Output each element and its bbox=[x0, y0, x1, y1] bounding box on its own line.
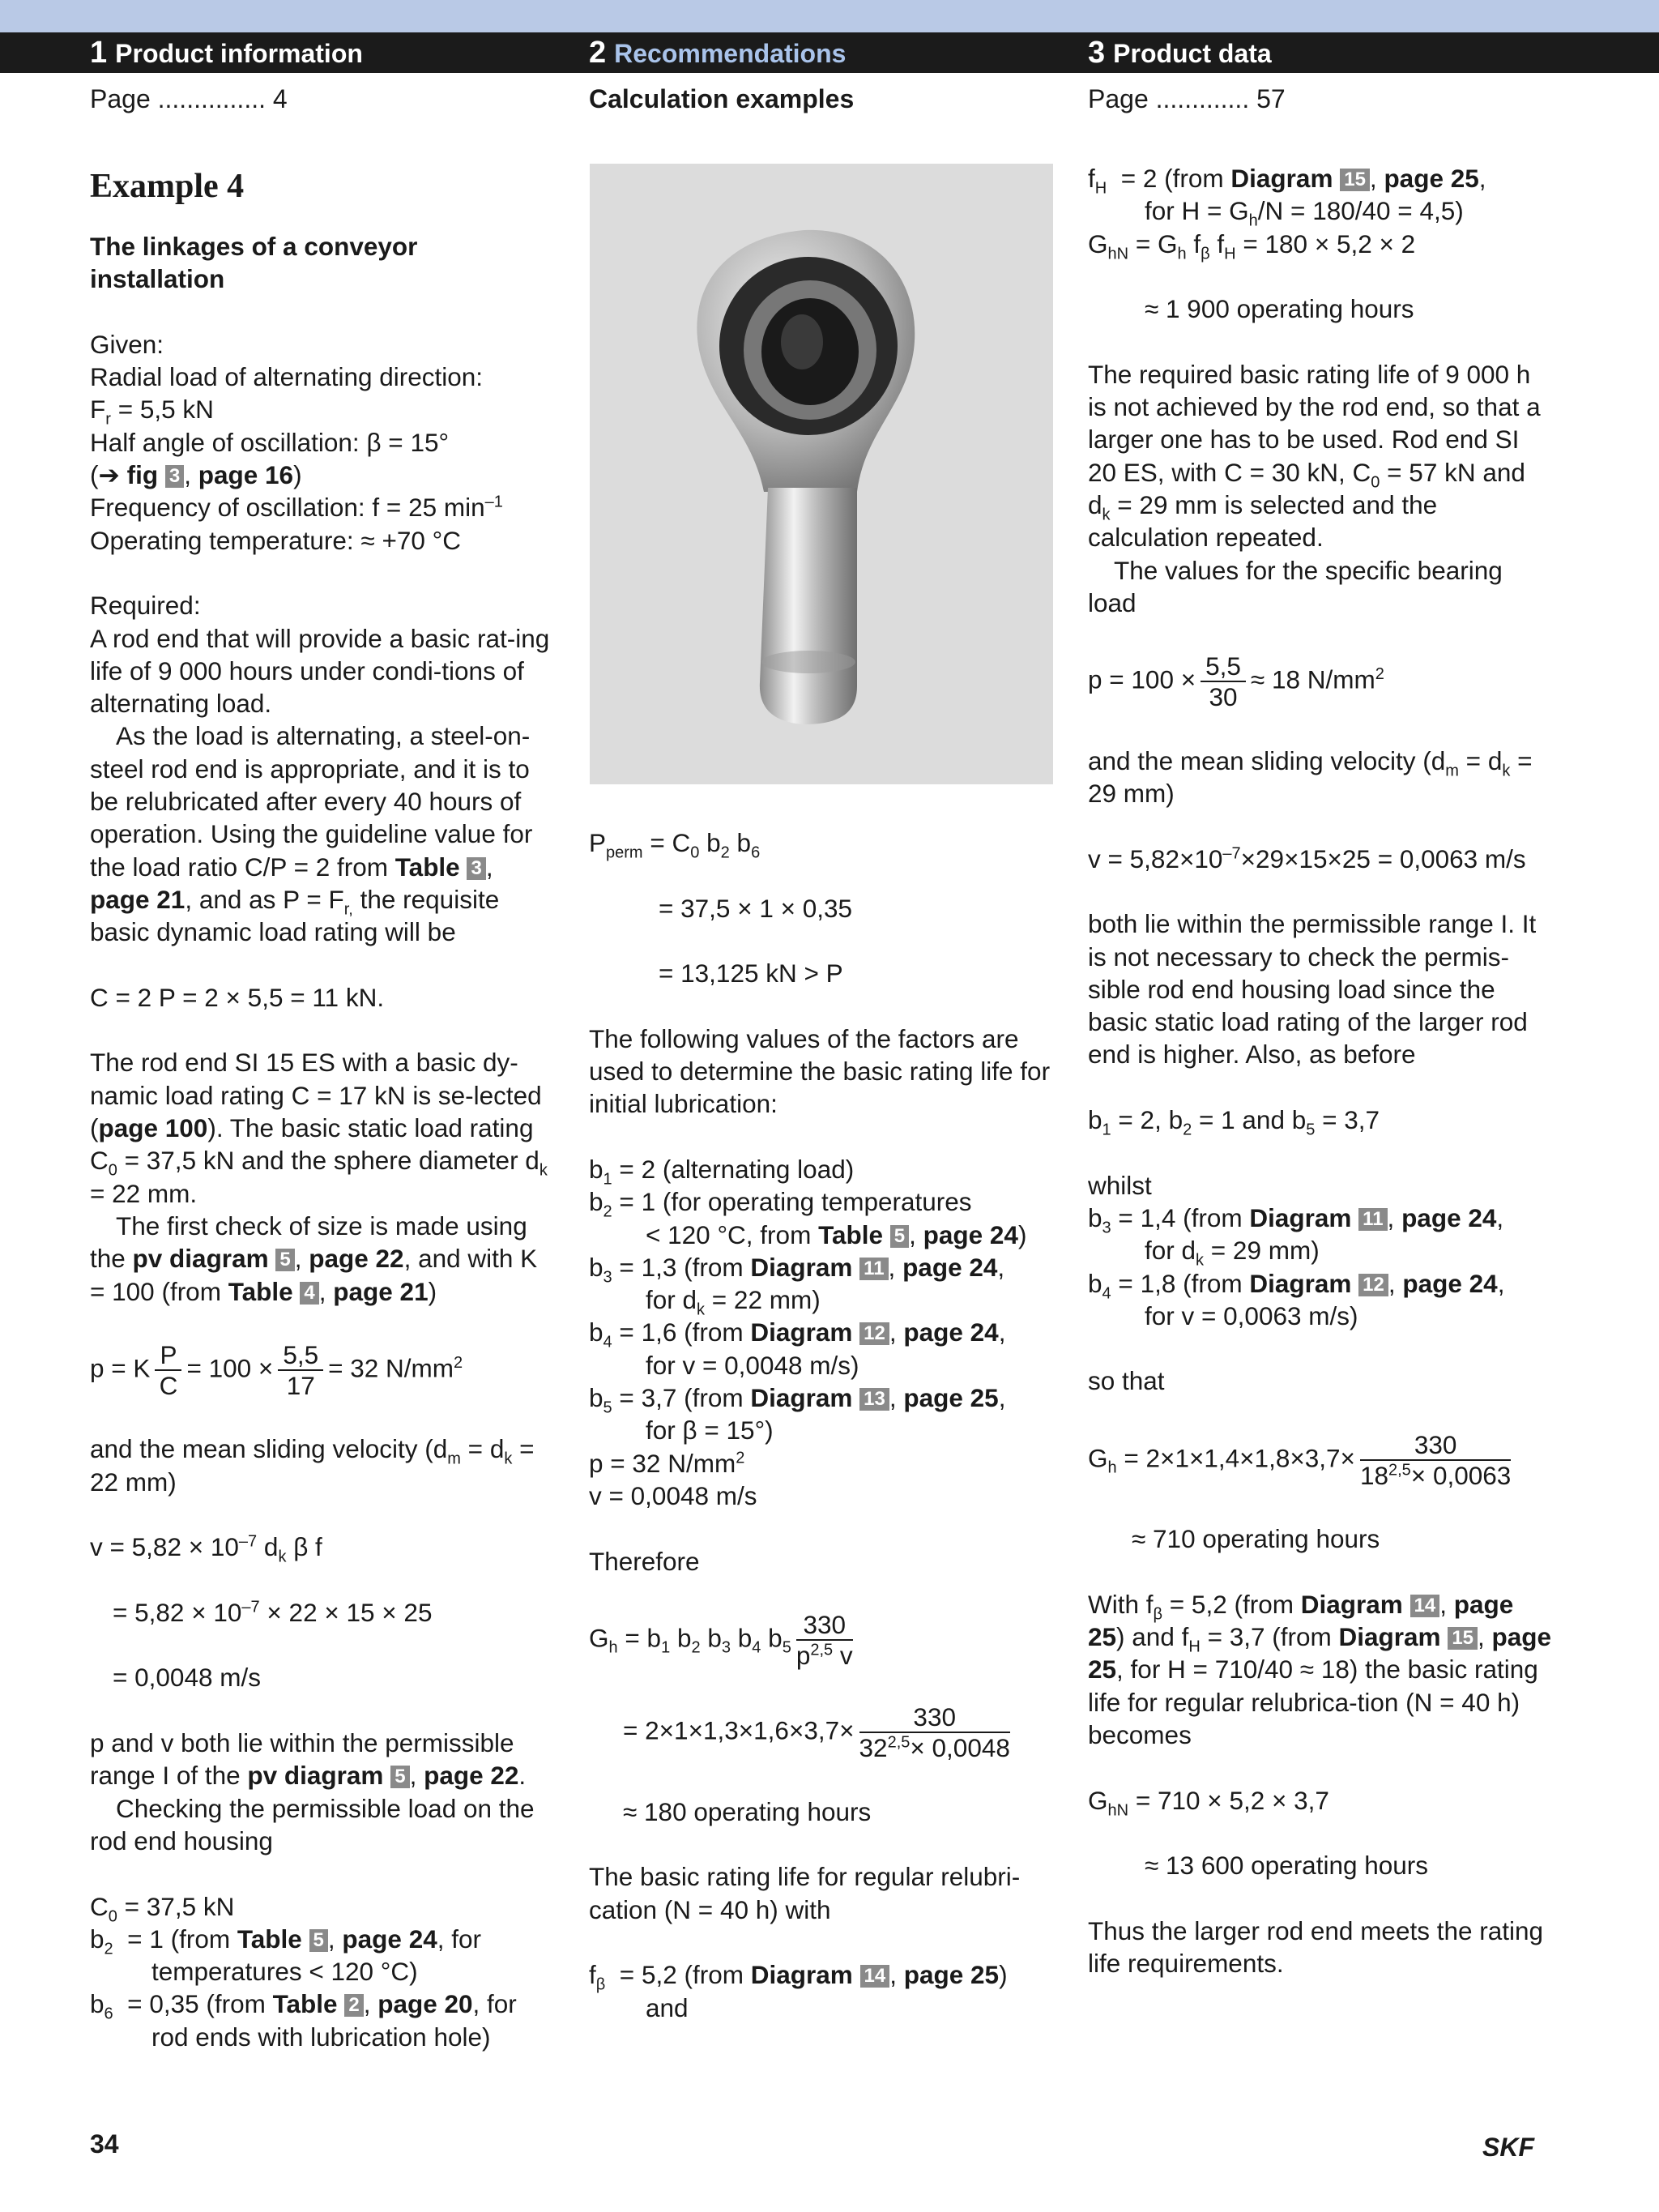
ghn-result-right: ≈ 13 600 operating hours bbox=[1145, 1851, 1429, 1881]
b2-line: $b_2 = 1$ (for operating temperatures bbox=[589, 1187, 972, 1221]
page-ref-left[interactable]: Page ............... 4 bbox=[90, 84, 288, 113]
fbeta-and: and bbox=[646, 1992, 689, 2022]
paragraph-larger-rod-end: The required basic rating life of 9 000 h is not achieved by the rod end, so that a larger one has to be used. Rod end SI 20 ES, with C = 30 kN, $C_0 = 57$ kN and $d_k = 29$ mm is selected and the calculation repeated. bbox=[1088, 359, 1541, 553]
gh-result: ≈ 180 operating hours bbox=[623, 1796, 872, 1826]
fig-number-badge: 3 bbox=[165, 465, 184, 488]
given-temperature: Operating temperature: ≈ +70 °C bbox=[90, 525, 461, 555]
b5-line: $b_5 = 3,7$ (from Diagram 13 , page 25, bbox=[589, 1383, 1006, 1417]
svg-text:SKF: SKF bbox=[1482, 2133, 1534, 2162]
required-title: Required: bbox=[90, 591, 201, 621]
paragraph-regular-relubrication: With $f_\beta = 5,2$ (from Diagram 14 , page 25) and $f_H = 3,7$ (from Diagram 15 , page 25, for H = 710/40 ≈ 18) the basic rating life for regular relubrica-tion (N = 40 h) becomes bbox=[1088, 1589, 1552, 1750]
rod-end-photo bbox=[590, 164, 1053, 784]
b3-line-right: $b_3 = 1,4$ (from Diagram 11 , page 24, bbox=[1088, 1202, 1504, 1237]
mean-sliding-velocity-right: and the mean sliding velocity ($d_m = d_k = 29$ mm) bbox=[1088, 745, 1533, 809]
given-title: Given: bbox=[90, 329, 164, 359]
gh-formula: $G_h = b_1$ $b_2$ $b_3$ $b_4$ $b_5$ $\frac{330}{p^{2,5} v}$ bbox=[589, 1610, 853, 1671]
p-equation-right: p = 100 × $\frac{5,5}{30}$ ≈ 18 $N/mm^2$ bbox=[1088, 651, 1384, 712]
c-equation: C = 2 P = 2 × 5,5 = 11 kN. bbox=[90, 982, 385, 1012]
paragraph-factors-intro: The following values of the factors are used to determine the basic rating life for initial lubrication: bbox=[589, 1023, 1051, 1119]
b-values-line: $b_1 = 2$, $b_2 = 1$ and $b_5 = 3,7$ bbox=[1088, 1105, 1380, 1139]
page-ref-right[interactable]: Page ............. 57 bbox=[1088, 84, 1286, 113]
fh-line: $f_H = 2$ (from Diagram 15 , page 25, bbox=[1088, 164, 1486, 198]
gh-calculation-right: $G_h = 2\times 1\times 1,4\times 1,8\times 3,7\times$ $\frac{330}{18^{2,5}\times 0,0063}$ bbox=[1088, 1429, 1512, 1490]
v-equation-right: $v = 5,82\times 10^{-7}\times 29\times 15\times 25 = 0,0063$ m/s bbox=[1088, 843, 1526, 873]
paragraph-permissible-range: both lie within the permissible range I. It is not necessary to check the permis-sible rod end housing load since the basic static load rating of the larger rod end is higher. Also, as before bbox=[1088, 909, 1537, 1070]
given-half-angle: Half angle of oscillation: β = 15° bbox=[90, 427, 450, 457]
therefore-label: Therefore bbox=[589, 1546, 700, 1576]
b4-line-cont: for v = 0,0048 m/s) bbox=[646, 1350, 859, 1380]
b6-line: $b_6 = 0,35$ (from Table 2 , page 20, for rod ends with lubrication hole) bbox=[90, 1989, 517, 2052]
b1-line: $b_1 = 2$ (alternating load) bbox=[589, 1154, 855, 1189]
pperm-equation-2: = 37,5 × 1 × 0,35 bbox=[659, 893, 853, 923]
fh-line-cont: for $H = G_h/N = 180/40 = 4,5$) bbox=[1145, 196, 1464, 230]
top-color-band bbox=[0, 0, 1659, 32]
left-column bbox=[90, 162, 556, 2053]
middle-column bbox=[589, 826, 1055, 2024]
example-heading: Example 4 bbox=[90, 168, 245, 205]
page-number: 34 bbox=[90, 2129, 119, 2159]
b2-line: $b_2 = 1$ (from Table 5 , page 24, for temperatures < 120 °C) bbox=[90, 1924, 481, 1987]
given-radial-load: Radial load of alternating direction: bbox=[90, 362, 484, 392]
v-equation-2: = $5,82 \times 10^{-7} \times 22 \times 15 \times 25$ bbox=[113, 1597, 433, 1627]
section-nav-bar bbox=[0, 32, 1659, 73]
section-title: Calculation examples bbox=[589, 84, 855, 113]
ghn-equation-right: $G_{hN} = 710 \times 5,2 \times 3,7$ bbox=[1088, 1785, 1329, 1819]
b4-line-right: $b_4 = 1,8$ (from Diagram 12 , page 24, bbox=[1088, 1268, 1505, 1302]
mean-sliding-velocity-text: and the mean sliding velocity ($d_m = d_k = 22$ mm) bbox=[90, 1434, 535, 1497]
v-equation-1: $v = 5,82 \times 10^{-7}$ $d_k$ β f bbox=[90, 1532, 322, 1566]
ghn-result: ≈ 1 900 operating hours bbox=[1145, 294, 1414, 324]
pperm-equation-3: = 13,125 kN > P bbox=[659, 959, 843, 989]
paragraph-housing-check: Checking the permissible load on the rod end housing bbox=[90, 1793, 535, 1855]
paragraph-relubrication: The basic rating life for regular relubri-cation (N = 40 h) with bbox=[589, 1862, 1021, 1924]
given-fr: $F_r = 5,5$ kN bbox=[90, 395, 214, 429]
pperm-equation: $P_{perm} = C_0$ $b_2$ $b_6$ bbox=[589, 828, 761, 862]
fig-reference: (➔ fig 3 , page 16) bbox=[90, 460, 302, 490]
b3-line-right-cont: for $d_k = 29$ mm) bbox=[1145, 1236, 1320, 1270]
p-equation: p = K $\frac{P}{C}$ = 100 × $\frac{5,5}{17}$ = 32 $N/mm^2$ bbox=[90, 1340, 463, 1401]
p-value-line: p = 32 $N/mm^2$ bbox=[589, 1448, 745, 1478]
b4-line-right-cont: for v = 0,0063 m/s) bbox=[1145, 1300, 1358, 1330]
nav-product-information[interactable]: 1 Product information bbox=[90, 36, 363, 70]
ghn-line: $G_{hN} = G_h$ $f_\beta$ $f_H = 180 \times 5,2 \times 2$ bbox=[1088, 228, 1416, 263]
gh-calculation: = 2×1×1,3×1,6×3,7× $\frac{330}{32^{2,5}\times 0,0048}$ bbox=[623, 1702, 1010, 1763]
gh-result-right: ≈ 710 operating hours bbox=[1132, 1524, 1380, 1554]
paragraph-pv-result: p and v both lie within the permissible range I of the pv diagram 5 , page 22. bbox=[90, 1728, 527, 1791]
b4-line: $b_4 = 1,6$ (from Diagram 12 , page 24, bbox=[589, 1317, 1006, 1352]
conclusion-text: Thus the larger rod end meets the rating life requirements. bbox=[1088, 1915, 1544, 1979]
whilst-label: whilst bbox=[1088, 1170, 1152, 1200]
example-subheading: The linkages of a conveyor installation bbox=[90, 232, 418, 294]
b5-line-cont: for β = 15°) bbox=[646, 1416, 774, 1445]
fbeta-line: $f_\beta = 5,2$ (from Diagram 14 , page 25) bbox=[589, 1960, 1008, 1994]
skf-logo bbox=[1468, 2131, 1549, 2163]
v-equation-3: = 0,0048 m/s bbox=[113, 1663, 261, 1693]
b2-line-cont: < 120 °C, from Table 5 , page 24) bbox=[646, 1219, 1027, 1249]
nav-product-data[interactable]: 3 Product data bbox=[1088, 36, 1272, 70]
b3-line-cont: for $d_k = 22$ mm) bbox=[646, 1285, 821, 1319]
c0-line: $C_0 = 37,5$ kN bbox=[90, 1891, 235, 1925]
v-value-line: v = 0,0048 m/s bbox=[589, 1480, 757, 1510]
so-that-label: so that bbox=[1088, 1366, 1165, 1396]
paragraph-rod-end-selection: The rod end SI 15 ES with a basic dy-namic load rating C = 17 kN is se-lected (page 100). The basic static load rating $C_0 = 37,5$ kN and the sphere diameter $d_k = 22$ mm. bbox=[90, 1048, 548, 1208]
paragraph-pv-check: The first check of size is made using the pv diagram 5 , page 22, and with K = 100 (from Table 4 , page 21) bbox=[90, 1211, 538, 1306]
given-frequency: Frequency of oscillation: f = 25 $\min^{-1}$ bbox=[90, 493, 503, 523]
nav-recommendations[interactable]: 2 Recommendations bbox=[589, 36, 847, 70]
paragraph-specific-load: The values for the specific bearing load bbox=[1088, 555, 1503, 617]
paragraph-load-ratio: As the load is alternating, a steel-on-steel rod end is appropriate, and it is to be relubricated after every 40 hours of operation. Using the guideline value for the load ratio C/P = 2 from Table 3 , page 21, and as $P = F_{r,}$ the requisite basic dynamic load rating will be bbox=[90, 721, 533, 947]
required-text: A rod end that will provide a basic rat-ing life of 9 000 hours under condi-tions of alternating load. bbox=[90, 623, 550, 719]
right-column bbox=[1088, 162, 1554, 1979]
rod-end-illustration bbox=[590, 164, 1053, 784]
b3-line: $b_3 = 1,3$ (from Diagram 11 , page 24, bbox=[589, 1252, 1005, 1287]
